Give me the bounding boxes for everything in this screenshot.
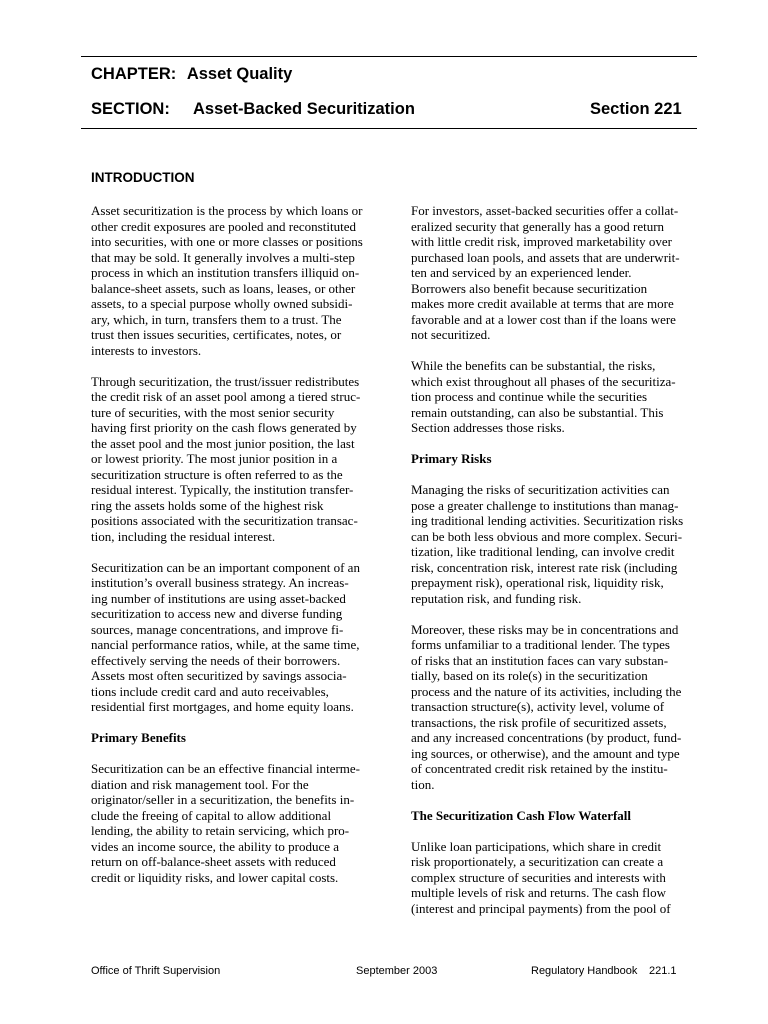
paragraph-gap <box>91 746 381 762</box>
text-line: tially, based on its role(s) in the securitization <box>411 668 648 683</box>
text-line: forms unfamiliar to a traditional lender. The types <box>411 637 670 652</box>
paragraph-gap <box>411 467 701 483</box>
paragraph-gap <box>91 544 381 560</box>
paragraph-gap <box>411 823 701 839</box>
text-line: Securitization can be an important component of an <box>91 559 360 575</box>
text-line: other credit exposures are pooled and reconstituted <box>91 218 356 234</box>
text-line: Asset securitization is the process by which loans or <box>91 203 363 218</box>
text-line: that may be sold. It generally involves a multi-step <box>91 249 355 265</box>
text-line: with little credit risk, improved marketability over <box>411 234 673 249</box>
paragraph-gap <box>411 343 701 359</box>
text-line: pose a greater challenge to institutions than manag- <box>411 497 679 513</box>
section-number: Section 221 <box>590 100 682 118</box>
text-line: For investors, asset-backed securities offer a collat- <box>411 203 679 218</box>
text-line: sources, manage concentrations, and improve fi- <box>91 621 344 637</box>
paragraph-gap <box>411 792 701 808</box>
text-line: securitization to access new and diverse funding <box>91 606 343 621</box>
text-line: tion. <box>411 776 435 792</box>
text-line: into securities, with one or more classes or positions <box>91 234 363 249</box>
text-line: lending, the ability to retain servicing, which pro- <box>91 823 350 838</box>
text-line: not securitized. <box>411 327 491 342</box>
text-line: Securitization can be an effective financial interme- <box>91 761 361 776</box>
text-line: Moreover, these risks may be in concentrations and <box>411 621 679 637</box>
text-line: transactions, the risk profile of securitized assets, <box>411 714 667 730</box>
text-line: Assets most often securitized by savings associa- <box>91 668 347 683</box>
subsection-heading: The Securitization Cash Flow Waterfall <box>411 807 632 823</box>
text-line: credit or liquidity risks, and lower capital costs. <box>91 869 339 885</box>
text-line: reputation risk, and funding risk. <box>411 590 582 606</box>
text-line: the asset pool and the most junior position, the last <box>91 435 355 451</box>
text-line: or lowest priority. The most junior position in a <box>91 451 338 466</box>
text-line: Borrowers also benefit because securitization <box>411 280 648 296</box>
text-line: residual interest. Typically, the institution transfer- <box>91 482 354 497</box>
footer-date: September 2003 <box>356 965 438 977</box>
text-line: remain outstanding, can also be substantial. This <box>411 404 664 420</box>
text-line: and any increased concentrations (by product, fund- <box>411 730 682 745</box>
text-line: tions include credit card and auto receivables, <box>91 683 329 699</box>
text-line: risk proportionately, a securitization can create a <box>411 854 664 869</box>
header-rule <box>81 128 697 129</box>
text-line: originator/seller in a securitization, the benefits in- <box>91 792 355 807</box>
text-line: (interest and principal payments) from the pool of <box>411 900 671 916</box>
chapter-heading <box>91 64 292 84</box>
text-line: tization, like traditional lending, can involve credit <box>411 544 675 559</box>
text-line: tion, including the residual interest. <box>91 528 276 544</box>
paragraph-gap <box>91 358 381 374</box>
text-line: tion process and continue while the securities <box>411 389 648 404</box>
text-line: of risks that an institution faces can vary substan- <box>411 652 669 668</box>
text-line: interests to investors. <box>91 342 202 358</box>
text-line: multiple levels of risk and returns. The cash flow <box>411 885 667 900</box>
text-line: makes more credit available at terms that are more <box>411 296 674 311</box>
text-line: ing traditional lending activities. Securitization risks <box>411 513 684 528</box>
text-line: transaction structure(s), activity level, volume of <box>411 699 665 714</box>
text-line: Through securitization, the trust/issuer redistributes <box>91 373 360 389</box>
text-line: residential first mortgages, and home equity loans. <box>91 699 354 714</box>
footer-page-number: 221.1 <box>649 965 677 977</box>
text-line: ing sources, or otherwise), and the amount and type <box>411 745 680 761</box>
paragraph-gap <box>411 606 701 622</box>
footer-agency: Office of Thrift Supervision <box>91 965 221 977</box>
paragraph-gap <box>91 715 381 731</box>
text-line: purchased loan pools, and assets that are underwrit- <box>411 249 680 265</box>
text-line: ring the assets holds some of the highest risk <box>91 497 324 513</box>
text-line: trust then issues securities, certificates, notes, or <box>91 327 342 342</box>
text-line: return on off-balance-sheet assets with reduced <box>91 854 336 869</box>
subsection-heading: Primary Benefits <box>91 730 186 745</box>
chapter-label: CHAPTER: <box>91 65 177 83</box>
left-column <box>91 203 381 885</box>
text-line: effectively serving the needs of their borrowers. <box>91 652 341 668</box>
text-line: institution’s overall business strategy. An increas- <box>91 575 349 590</box>
text-line: clude the freeing of capital to allow additional <box>91 807 332 823</box>
text-line: Section addresses those risks. <box>411 420 565 435</box>
text-line: While the benefits can be substantial, the risks, <box>411 358 656 373</box>
text-line: prepayment risk), operational risk, liquidity risk, <box>411 575 664 590</box>
introduction-heading: INTRODUCTION <box>91 170 195 185</box>
text-line: can be both less obvious and more complex. Securi- <box>411 528 683 544</box>
text-line: ing number of institutions are using asset-backed <box>91 590 346 606</box>
section-title: Asset-Backed Securitization <box>193 100 415 118</box>
top-rule <box>81 56 697 57</box>
text-line: ture of securities, with the most senior security <box>91 404 335 420</box>
subsection-heading: Primary Risks <box>411 451 492 466</box>
section-heading <box>91 99 415 119</box>
text-line: of concentrated credit risk retained by the institu- <box>411 761 668 776</box>
text-line: having first priority on the cash flows generated by <box>91 420 357 435</box>
text-line: eralized security that generally has a good return <box>411 218 665 234</box>
text-line: balance-sheet assets, such as loans, leases, or other <box>91 280 356 296</box>
text-line: vides an income source, the ability to produce a <box>91 838 340 854</box>
section-label: SECTION: <box>91 100 170 118</box>
text-line: ary, which, in turn, transfers them to a trust. The <box>91 311 342 327</box>
text-line: ten and serviced by an experienced lender. <box>411 265 632 280</box>
text-line: risk, concentration risk, interest rate risk (including <box>411 559 678 575</box>
right-column <box>411 203 701 916</box>
text-line: the credit risk of an asset pool among a tiered struc- <box>91 389 361 404</box>
text-line: process in which an institution transfers illiquid on- <box>91 265 360 280</box>
text-line: assets, to a special purpose wholly owned subsidi- <box>91 296 353 311</box>
text-line: process and the nature of its activities, including the <box>411 683 682 699</box>
text-line: Unlike loan participations, which share in credit <box>411 838 662 854</box>
text-line: nancial performance ratios, while, at the same time, <box>91 637 360 652</box>
chapter-title: Asset Quality <box>186 65 293 83</box>
text-line: securitization structure is often referred to as the <box>91 466 343 482</box>
text-line: favorable and at a lower cost than if the loans were <box>411 311 676 327</box>
footer-handbook: Regulatory Handbook <box>531 965 638 977</box>
text-line: complex structure of securities and interests with <box>411 869 666 885</box>
text-line: which exist throughout all phases of the securitiza- <box>411 373 676 389</box>
text-line: positions associated with the securitization transac- <box>91 513 358 528</box>
text-line: Managing the risks of securitization activities can <box>411 482 670 497</box>
text-line: diation and risk management tool. For the <box>91 776 309 792</box>
paragraph-gap <box>411 436 701 452</box>
